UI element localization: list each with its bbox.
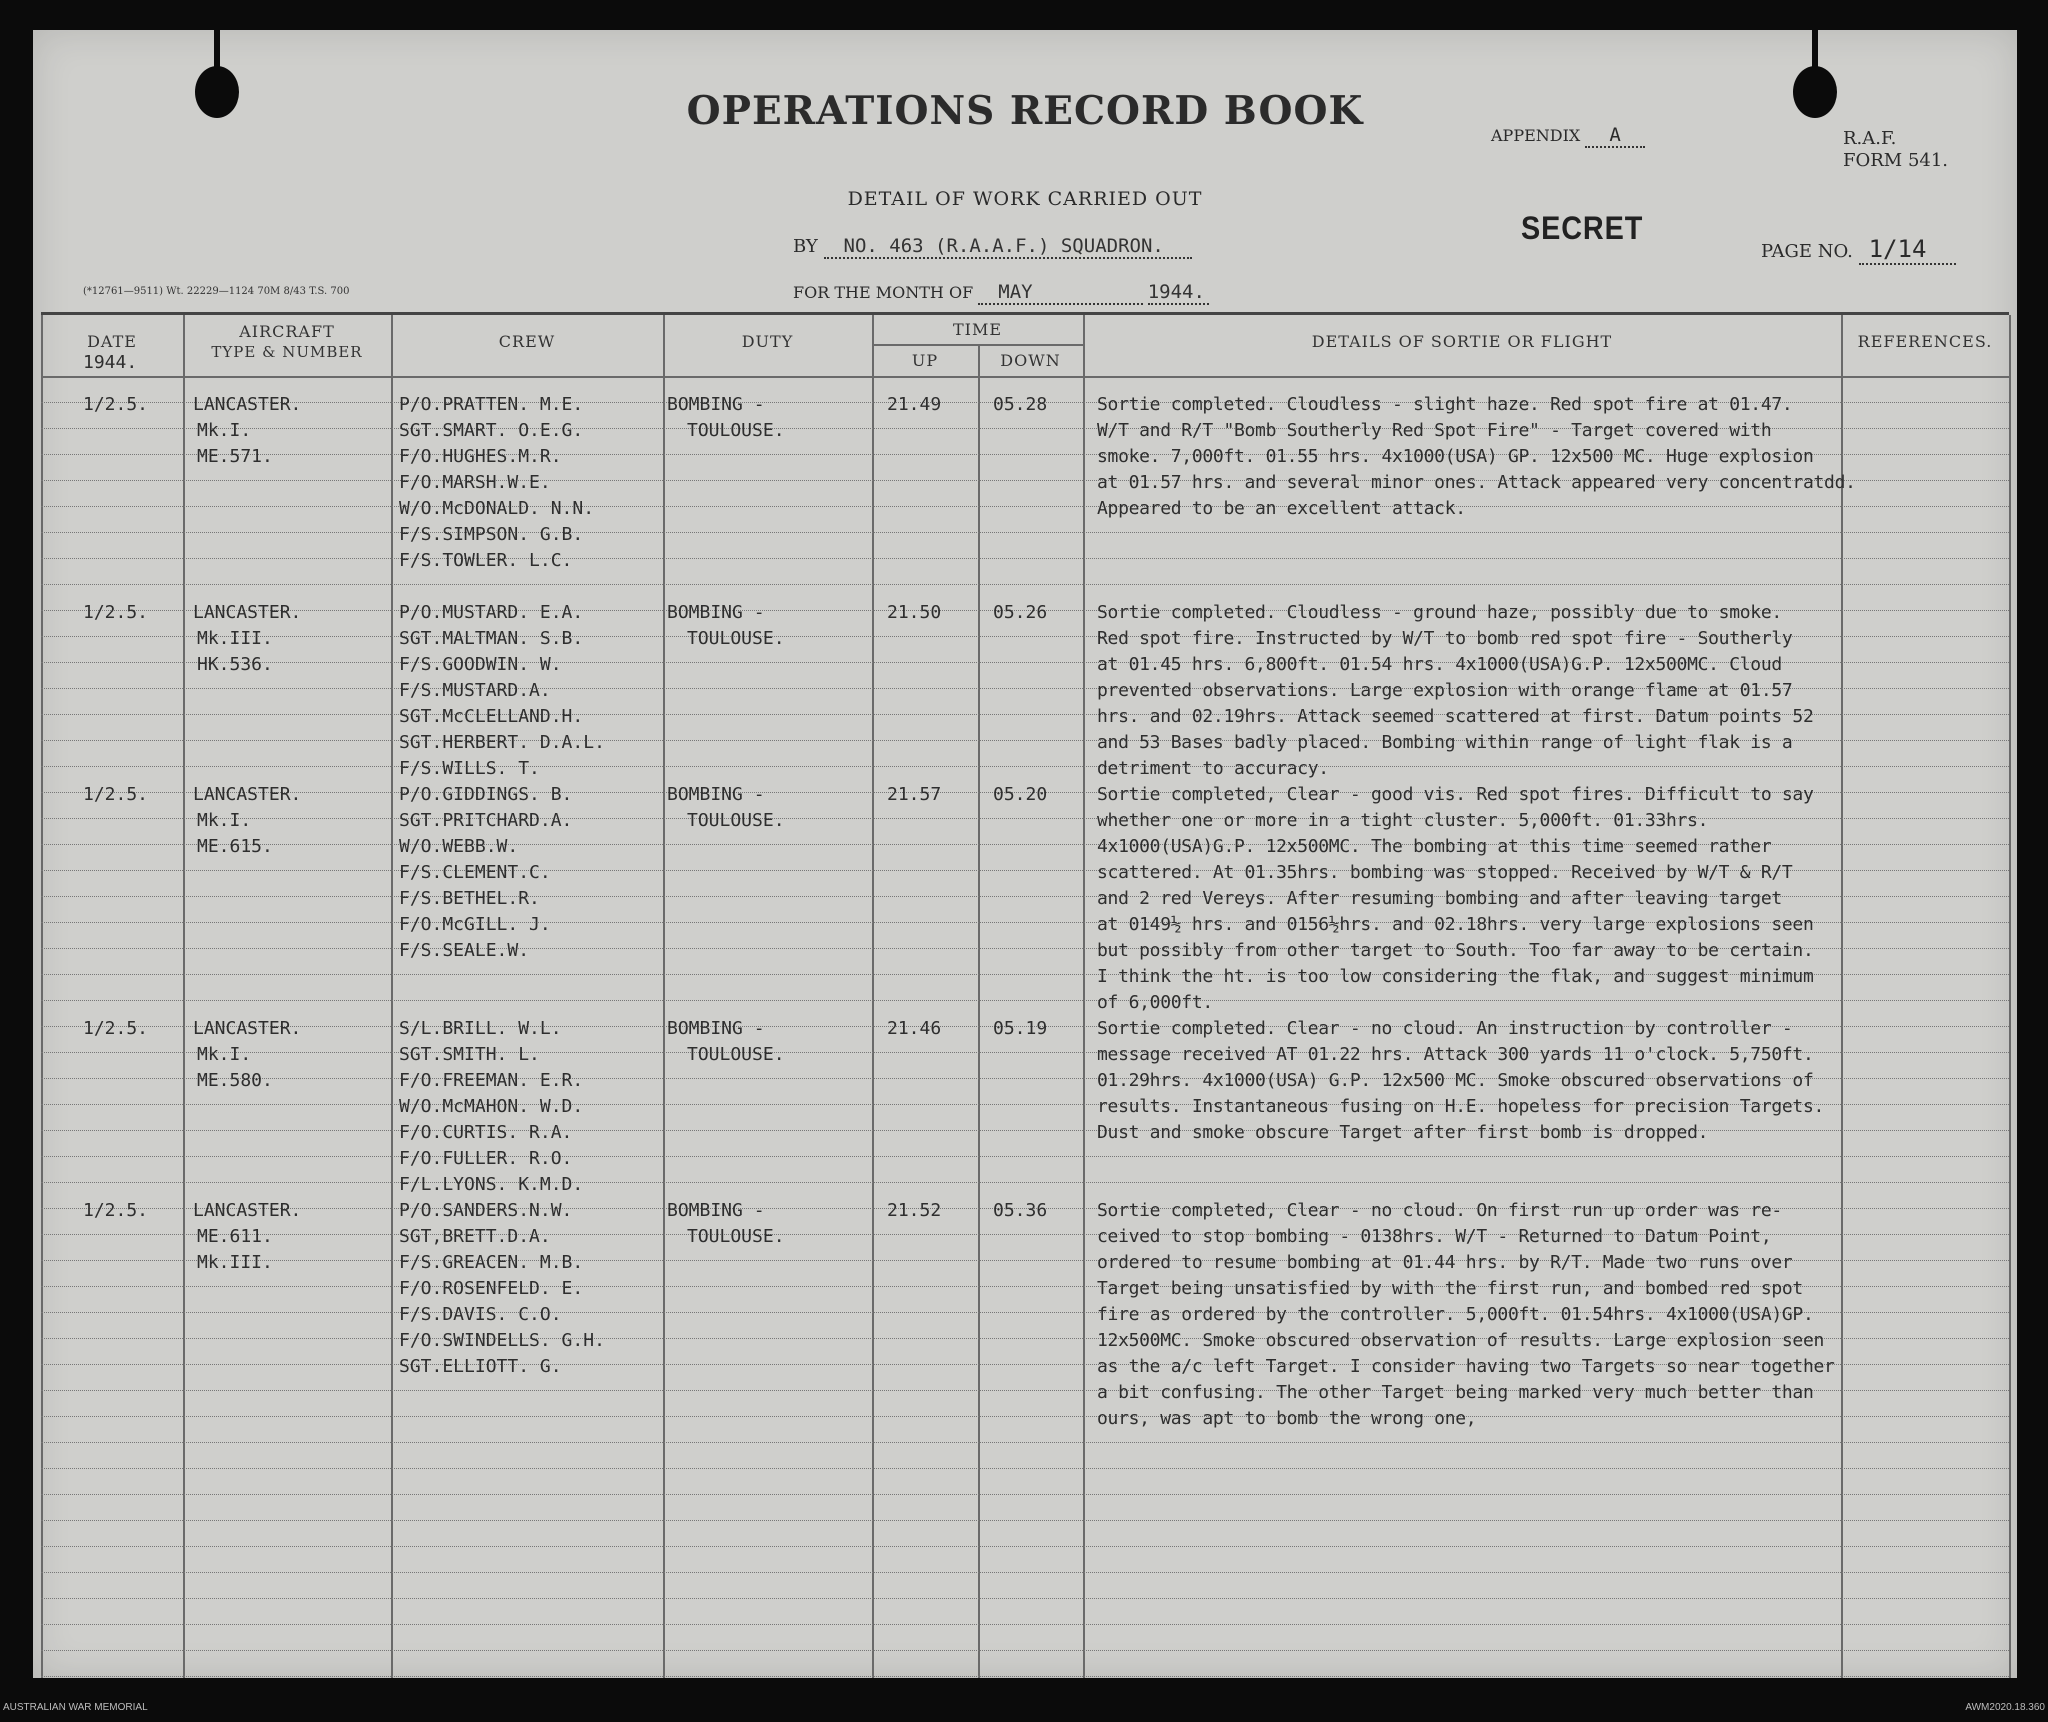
entry-duty: BOMBING -	[667, 1018, 765, 1039]
entry-aircraft: Mk.III.	[197, 628, 273, 649]
ruled-line	[41, 1000, 2009, 1001]
col-divider	[1841, 315, 1843, 1678]
entry-crew-member: S/L.BRILL. W.L.	[399, 1018, 562, 1039]
entry-details-line: 12x500MC. Smoke obscured observation of results. Large explosion seen	[1097, 1330, 1825, 1351]
ruled-line	[41, 1130, 2009, 1131]
appendix-label: APPENDIX	[1491, 126, 1581, 145]
entry-time-up: 21.46	[887, 1018, 942, 1039]
ruled-line	[41, 1520, 2009, 1521]
entry-aircraft: LANCASTER.	[193, 602, 302, 623]
entry-details-line: Red spot fire. Instructed by W/T to bomb red spot fire - Southerly	[1097, 628, 1793, 649]
col-divider	[663, 315, 665, 1678]
entry-crew-member: SGT.HERBERT. D.A.L.	[399, 732, 605, 753]
entry-details-line: 01.29hrs. 4x1000(USA) G.P. 12x500 MC. Smoke obscured observations of	[1097, 1070, 1814, 1091]
ruled-line	[41, 1156, 2009, 1157]
entry-aircraft: LANCASTER.	[193, 394, 302, 415]
col-header-up: UP	[911, 351, 939, 370]
entry-details-line: Sortie completed, Clear - no cloud. On first run up order was re-	[1097, 1200, 1782, 1221]
page-title: OPERATIONS RECORD BOOK	[686, 88, 1364, 134]
entry-details-line: smoke. 7,000ft. 01.55 hrs. 4x1000(USA) GP. 12x500 MC. Huge explosion	[1097, 446, 1814, 467]
entry-crew-member: SGT.SMART. O.E.G.	[399, 420, 584, 441]
entry-details-line: results. Instantaneous fusing on H.E. hopeless for precision Targets.	[1097, 1096, 1825, 1117]
entry-duty: BOMBING -	[667, 784, 765, 805]
entry-details-line: ordered to resume bombing at 01.44 hrs. by R/T. Made two runs over	[1097, 1252, 1793, 1273]
entry-crew-member: F/O.CURTIS. R.A.	[399, 1122, 573, 1143]
entry-details-line: message received AT 01.22 hrs. Attack 300 yards 11 o'clock. 5,750ft.	[1097, 1044, 1814, 1065]
page-number-label: PAGE NO.	[1761, 241, 1853, 262]
entry-crew-member: W/O.WEBB.W.	[399, 836, 519, 857]
entry-details-line: Dust and smoke obscure Target after first bomb is dropped.	[1097, 1122, 1709, 1143]
col-header-date: DATE	[87, 332, 137, 351]
entry-aircraft: ME.571.	[197, 446, 273, 467]
col-header-crew: CREW	[498, 332, 556, 351]
entry-duty: BOMBING -	[667, 602, 765, 623]
entry-details-line: at 01.45 hrs. 6,800ft. 01.54 hrs. 4x1000(USA)G.P. 12x500MC. Cloud	[1097, 654, 1782, 675]
footer-right: AWM2020.18.360	[1965, 1702, 2045, 1713]
entry-time-down: 05.36	[993, 1200, 1048, 1221]
entry-date: 1/2.5.	[83, 1018, 149, 1039]
year-value: 1944.	[1148, 281, 1209, 305]
ruled-line	[41, 1468, 2009, 1469]
ruled-line	[41, 1676, 2009, 1677]
entry-crew-member: F/O.FULLER. R.O.	[399, 1148, 573, 1169]
form-number	[1843, 128, 1948, 172]
entry-crew-member: SGT.MALTMAN. S.B.	[399, 628, 584, 649]
entry-crew-member: P/O.GIDDINGS. B.	[399, 784, 573, 805]
form-line-1: R.A.F.	[1843, 128, 1897, 149]
entry-time-up: 21.57	[887, 784, 942, 805]
entry-crew-member: F/O.FREEMAN. E.R.	[399, 1070, 584, 1091]
col-header-details: DETAILS OF SORTIE OR FLIGHT	[1311, 332, 1613, 351]
squadron-field	[793, 235, 1192, 257]
entry-crew-member: F/S.BETHEL.R.	[399, 888, 540, 909]
col-header-down: DOWN	[1000, 351, 1061, 370]
entry-time-down: 05.20	[993, 784, 1048, 805]
entry-details-line: scattered. At 01.35hrs. bombing was stopped. Received by W/T & R/T	[1097, 862, 1793, 883]
entry-details-line: ours, was apt to bomb the wrong one,	[1097, 1408, 1477, 1429]
entry-time-up: 21.50	[887, 602, 942, 623]
record-sheet	[33, 30, 2017, 1678]
entry-date: 1/2.5.	[83, 1200, 149, 1221]
entry-details-line: Sortie completed. Clear - no cloud. An instruction by controller -	[1097, 1018, 1793, 1039]
entry-details-line: and 2 red Vereys. After resuming bombing and after leaving target	[1097, 888, 1782, 909]
ruled-line	[41, 1442, 2009, 1443]
entry-date: 1/2.5.	[83, 394, 149, 415]
entry-crew-member: F/O.MARSH.W.E.	[399, 472, 551, 493]
table-top-rule	[41, 312, 2009, 315]
entry-details-line: I think the ht. is too low considering the flak, and suggest minimum	[1097, 966, 1814, 987]
page-number-value: 1/14	[1859, 235, 1957, 265]
entry-date: 1/2.5.	[83, 784, 149, 805]
ruled-line	[41, 1546, 2009, 1547]
entry-time-down: 05.28	[993, 394, 1048, 415]
entry-crew-member: W/O.McMAHON. W.D.	[399, 1096, 584, 1117]
entry-crew-member: W/O.McDONALD. N.N.	[399, 498, 595, 519]
entry-aircraft: LANCASTER.	[193, 784, 302, 805]
entry-details-line: Sortie completed. Cloudless - slight haze. Red spot fire at 01.47.	[1097, 394, 1793, 415]
entry-time-down: 05.19	[993, 1018, 1048, 1039]
form-line-2: FORM 541.	[1843, 150, 1949, 171]
entry-details-line: whether one or more in a tight cluster. 5,000ft. 01.33hrs.	[1097, 810, 1709, 831]
entry-details-line: fire as ordered by the controller. 5,000ft. 01.54hrs. 4x1000(USA)GP.	[1097, 1304, 1814, 1325]
col-divider	[872, 315, 874, 1678]
entry-crew-member: SGT.McCLELLAND.H.	[399, 706, 584, 727]
entry-aircraft: Mk.I.	[197, 420, 252, 441]
entry-crew-member: F/O.McGILL. J.	[399, 914, 551, 935]
col-divider	[41, 315, 43, 1678]
col-divider	[1083, 315, 1085, 1678]
entry-crew-member: P/O.PRATTEN. M.E.	[399, 394, 584, 415]
entry-crew-member: F/L.LYONS. K.M.D.	[399, 1174, 584, 1195]
entry-details-line: ceived to stop bombing - 0138hrs. W/T - Returned to Datum Point,	[1097, 1226, 1772, 1247]
entry-crew-member: F/O.ROSENFELD. E.	[399, 1278, 584, 1299]
col-divider	[978, 345, 980, 1678]
entry-aircraft: LANCASTER.	[193, 1200, 302, 1221]
entry-details-line: at 01.57 hrs. and several minor ones. Attack appeared very concentratdd.	[1097, 472, 1856, 493]
entry-details-line: but possibly from other target to South. Too far away to be certain.	[1097, 940, 1814, 961]
entry-crew-member: P/O.SANDERS.N.W.	[399, 1200, 573, 1221]
entry-details-line: prevented observations. Large explosion with orange flame at 01.57	[1097, 680, 1793, 701]
year-entry: 1944.	[83, 352, 138, 373]
ruled-line	[41, 1572, 2009, 1573]
entry-crew-member: F/S.DAVIS. C.O.	[399, 1304, 562, 1325]
ruled-line	[41, 1650, 2009, 1651]
print-reference: (*12761—9511) Wt. 22229—1124 70M 8/43 T.S. 700	[83, 286, 350, 297]
ruled-line	[41, 1416, 2009, 1417]
entry-details-line: at 0149½ hrs. and 0156½hrs. and 02.18hrs. very large explosions seen	[1097, 914, 1814, 935]
page-number-field	[1761, 235, 1956, 263]
ruled-line	[41, 506, 2009, 507]
entry-duty: TOULOUSE.	[687, 810, 785, 831]
col-divider	[183, 315, 185, 1678]
entry-details-line: Target being unsatisfied by with the first run, and bombed red spot	[1097, 1278, 1803, 1299]
entry-crew-member: F/S.SEALE.W.	[399, 940, 530, 961]
entry-crew-member: SGT,BRETT.D.A.	[399, 1226, 551, 1247]
appendix-value: A	[1585, 124, 1644, 148]
entry-crew-member: F/O.HUGHES.M.R.	[399, 446, 562, 467]
ruled-line	[41, 1494, 2009, 1495]
entry-aircraft: ME.611.	[197, 1226, 273, 1247]
col-header-aircraft-2: TYPE & NUMBER	[211, 343, 363, 361]
col-divider	[2009, 315, 2011, 1678]
entry-details-line: 4x1000(USA)G.P. 12x500MC. The bombing at this time seemed rather	[1097, 836, 1772, 857]
footer-left: AUSTRALIAN WAR MEMORIAL	[3, 1702, 148, 1713]
month-field	[793, 281, 1209, 303]
entry-aircraft: Mk.I.	[197, 810, 252, 831]
ruled-line	[41, 766, 2009, 767]
entry-details-line: W/T and R/T "Bomb Southerly Red Spot Fire" - Target covered with	[1097, 420, 1772, 441]
squadron-value: NO. 463 (R.A.A.F.) SQUADRON.	[824, 235, 1192, 259]
month-value: MAY	[978, 281, 1142, 305]
entry-aircraft: Mk.I.	[197, 1044, 252, 1065]
secret-stamp: SECRET	[1521, 210, 1644, 246]
entry-crew-member: F/S.SIMPSON. G.B.	[399, 524, 584, 545]
entry-details-line: Sortie completed, Clear - good vis. Red spot fires. Difficult to say	[1097, 784, 1814, 805]
ruled-line	[41, 818, 2009, 819]
entry-details-line: Appeared to be an excellent attack.	[1097, 498, 1466, 519]
entry-duty: TOULOUSE.	[687, 420, 785, 441]
entry-crew-member: F/S.WILLS. T.	[399, 758, 540, 779]
header-bottom-rule	[41, 376, 2009, 378]
entry-crew-member: SGT.SMITH. L.	[399, 1044, 540, 1065]
entry-duty: TOULOUSE.	[687, 628, 785, 649]
ruled-line	[41, 584, 2009, 585]
entry-aircraft: Mk.III.	[197, 1252, 273, 1273]
entry-duty: TOULOUSE.	[687, 1044, 785, 1065]
entry-crew-member: F/S.TOWLER. L.C.	[399, 550, 573, 571]
entry-date: 1/2.5.	[83, 602, 149, 623]
ruled-line	[41, 558, 2009, 559]
entry-details-line: and 53 Bases badly placed. Bombing within range of light flak is a	[1097, 732, 1793, 753]
entry-time-up: 21.49	[887, 394, 942, 415]
ruled-line	[41, 1598, 2009, 1599]
entry-aircraft: LANCASTER.	[193, 1018, 302, 1039]
entry-crew-member: F/S.GOODWIN. W.	[399, 654, 562, 675]
entry-details-line: Sortie completed. Cloudless - ground haze, possibly due to smoke.	[1097, 602, 1782, 623]
month-label: FOR THE MONTH OF	[793, 283, 974, 302]
entry-crew-member: SGT.PRITCHARD.A.	[399, 810, 573, 831]
by-label: BY	[793, 236, 818, 257]
col-header-aircraft-1: AIRCRAFT	[239, 322, 335, 341]
entry-details-line: a bit confusing. The other Target being marked very much better than	[1097, 1382, 1814, 1403]
page-subtitle: DETAIL OF WORK CARRIED OUT	[847, 188, 1203, 210]
col-header-time: TIME	[952, 320, 1003, 339]
entry-details-line: detriment to accuracy.	[1097, 758, 1329, 779]
entry-details-line: of 6,000ft.	[1097, 992, 1213, 1013]
entry-details-line: as the a/c left Target. I consider having two Targets so near together	[1097, 1356, 1835, 1377]
entry-duty: BOMBING -	[667, 1200, 765, 1221]
entry-duty: TOULOUSE.	[687, 1226, 785, 1247]
entry-duty: BOMBING -	[667, 394, 765, 415]
entry-aircraft: HK.536.	[197, 654, 273, 675]
entry-crew-member: F/O.SWINDELLS. G.H.	[399, 1330, 605, 1351]
entry-aircraft: ME.580.	[197, 1070, 273, 1091]
col-header-references: REFERENCES.	[1857, 332, 1993, 351]
appendix-field	[1491, 124, 1645, 146]
ruled-line	[41, 1182, 2009, 1183]
ruled-line	[41, 1624, 2009, 1625]
ruled-line	[41, 532, 2009, 533]
col-divider	[391, 315, 393, 1678]
time-header-rule	[872, 344, 1083, 346]
entry-aircraft: ME.615.	[197, 836, 273, 857]
entry-time-up: 21.52	[887, 1200, 942, 1221]
col-header-duty: DUTY	[741, 332, 794, 351]
entry-crew-member: SGT.ELLIOTT. G.	[399, 1356, 562, 1377]
entry-crew-member: F/S.GREACEN. M.B.	[399, 1252, 584, 1273]
entry-crew-member: F/S.MUSTARD.A.	[399, 680, 551, 701]
entry-crew-member: P/O.MUSTARD. E.A.	[399, 602, 584, 623]
entry-time-down: 05.26	[993, 602, 1048, 623]
entry-details-line: hrs. and 02.19hrs. Attack seemed scattered at first. Datum points 52	[1097, 706, 1814, 727]
entry-crew-member: F/S.CLEMENT.C.	[399, 862, 551, 883]
